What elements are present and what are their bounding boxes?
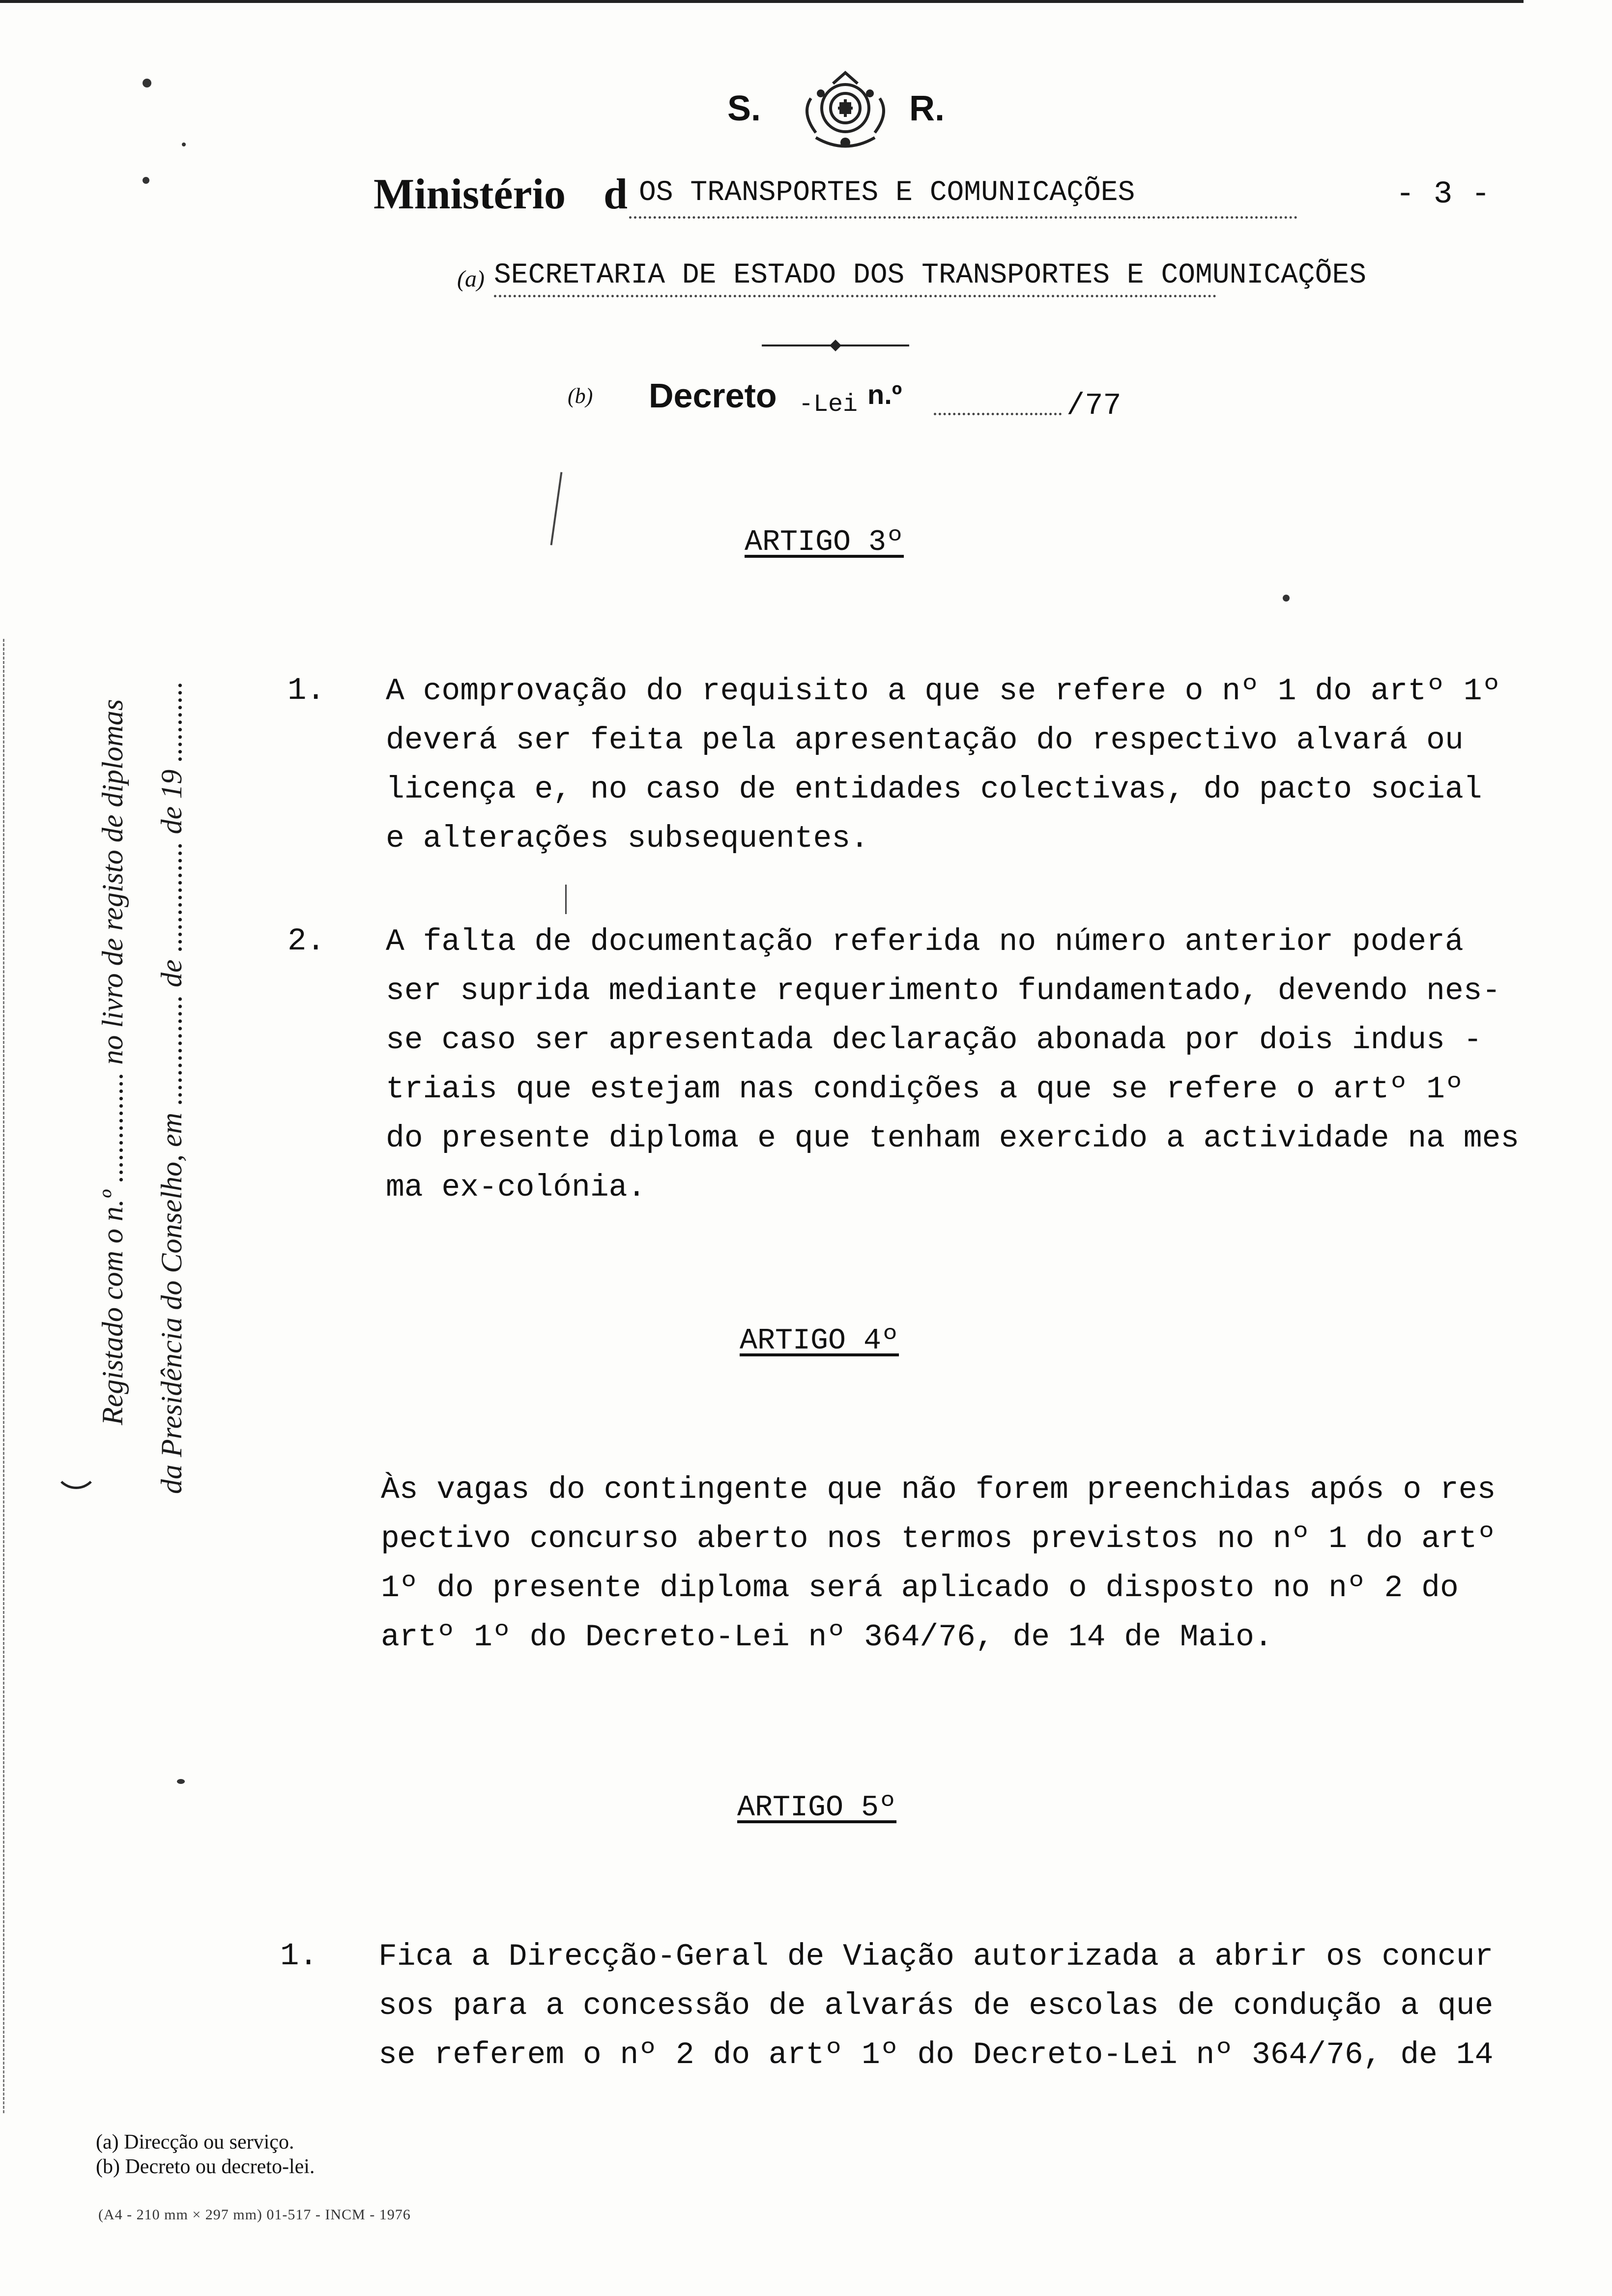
scan-speck [143,79,151,87]
secretaria-dotted-line [494,295,1216,297]
decreto-lei-suffix: -Lei [799,391,858,419]
article-3-p2-line: triais que estejam nas condições a que se refere o artº 1º [386,1072,1464,1107]
article-4-line: Às vagas do contingente que não forem preenchidas após o res [381,1472,1496,1507]
ministry-dotted-line [629,216,1297,219]
registration-note-line-1: Registado com o n.º ............... no livro de registo de diplomas [96,699,129,1425]
registration-note-line-2: da Presidência do Conselho, em ............... de ............... de 19 ........... [155,681,188,1494]
decreto-number-label: n.º [867,379,902,410]
seal-letter-r: R. [909,89,945,128]
article-5-heading: ARTIGO 5º [737,1791,897,1825]
decreto-number-blank [934,413,1062,415]
scan-speck [182,143,186,146]
page-number: - 3 - [1396,177,1491,212]
pen-stroke [550,472,563,545]
scan-speck [143,177,149,184]
article-4-line: artº 1º do Decreto-Lei nº 364/76, de 14 de Maio. [381,1620,1273,1655]
article-4-line: pectivo concurso aberto nos termos previstos no nº 1 do artº [381,1521,1496,1556]
diamond-divider-icon [762,338,909,353]
left-edge-perforation [3,639,6,2113]
state-seal-header [688,64,983,152]
article-3-paragraph-2-number: 2. [288,924,325,959]
article-3-p2-line: A falta de documentação referida no número anterior poderá [386,924,1464,959]
decreto-year: /77 [1066,388,1122,423]
article-5-paragraph-1-number: 1. [280,1939,318,1974]
scan-speck [1283,595,1290,602]
print-reference: (A4 - 210 mm × 297 mm) 01-517 - INCM - 1976 [98,2207,411,2223]
ministry-name: OS TRANSPORTES E COMUNICAÇÕES [639,177,1135,209]
footnote-marker-b: (b) [568,384,593,408]
article-3-p2-line: do presente diploma e que tenham exercido a actividade na mes [386,1121,1520,1156]
ministry-preposition-initial: d [604,171,628,218]
article-4-heading: ARTIGO 4º [740,1324,899,1358]
article-5-p1-line: Fica a Direcção-Geral de Viação autorizada a abrir os concur [378,1939,1494,1974]
article-3-p1-line: e alterações subsequentes. [386,821,869,856]
article-3-p2-line: ma ex-colónia. [386,1170,646,1205]
coat-of-arms-icon [791,69,899,152]
article-3-p1-line: licença e, no caso de entidades colectivas, do pacto social [386,772,1482,807]
article-5-p1-line: se referem o nº 2 do artº 1º do Decreto-Lei nº 364/76, de 14 [378,2038,1494,2072]
secretaria-name: SECRETARIA DE ESTADO DOS TRANSPORTES E COMUNICAÇÕES [494,259,1367,291]
article-3-p1-line: deverá ser feita pela apresentação do respectivo alvará ou [386,723,1464,758]
seal-letter-s: S. [727,89,761,128]
footnote-a: (a) Direcção ou serviço. [96,2131,294,2153]
article-3-paragraph-1-number: 1. [288,673,325,709]
article-5-p1-line: sos para a concessão de alvarás de escolas de condução a que [378,1988,1494,2023]
article-3-heading: ARTIGO 3º [745,526,904,559]
decreto-label: Decreto [649,376,777,415]
article-3-p2-line: ser suprida mediante requerimento fundamentado, devendo nes- [386,974,1501,1008]
footnote-marker-a: (a) [457,266,485,292]
article-4-line: 1º do presente diploma será aplicado o disposto no nº 2 do [381,1571,1459,1606]
scan-speck [177,1779,185,1784]
article-3-p1-line: A comprovação do requisito a que se refere o nº 1 do artº 1º [386,674,1501,709]
footnote-b: (b) Decreto ou decreto-lei. [96,2155,315,2178]
pen-stroke [565,885,567,914]
article-3-p2-line: se caso ser apresentada declaração abonada por dois indus - [386,1023,1482,1058]
registration-bracket [54,1455,98,1489]
ministry-label: Ministério [374,171,566,218]
top-edge-rule [0,0,1524,3]
